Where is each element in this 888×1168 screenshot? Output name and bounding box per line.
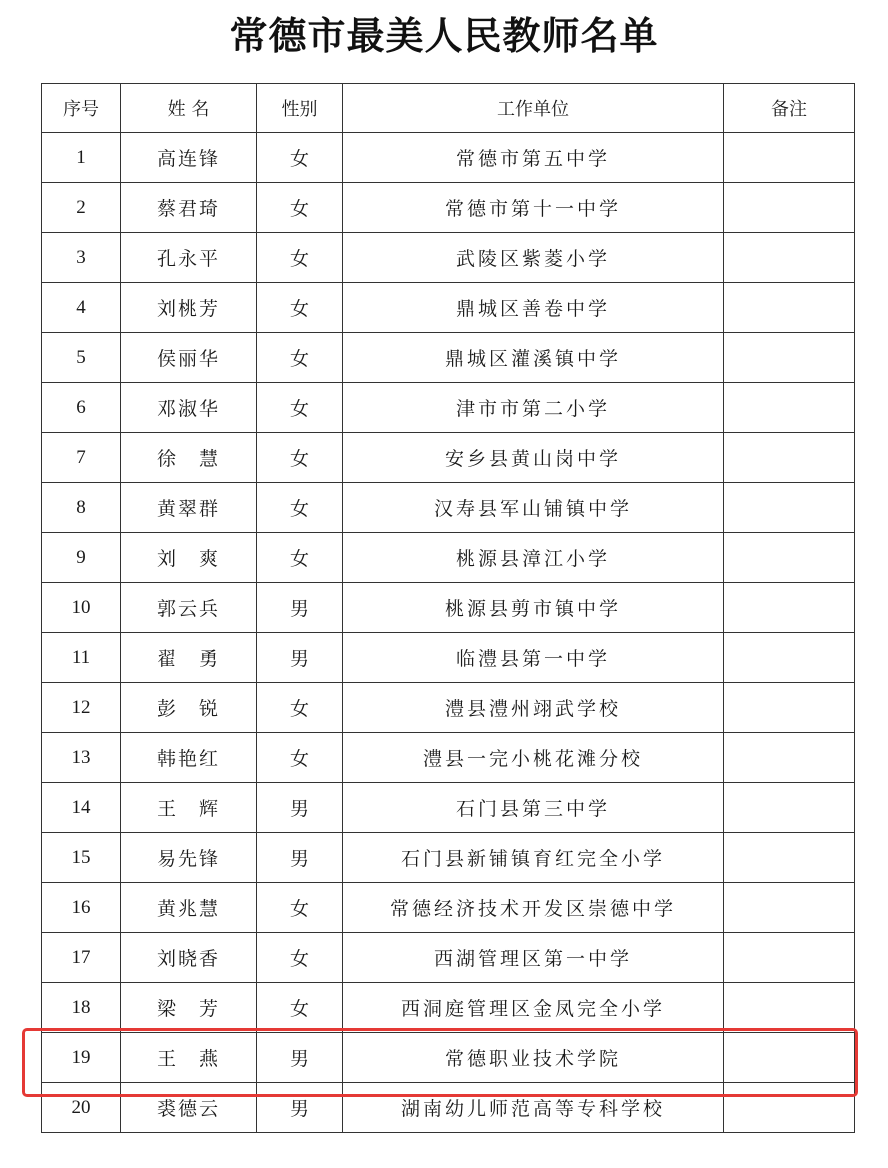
row-index: 9 — [42, 533, 121, 583]
row-gender: 女 — [257, 933, 343, 983]
row-remarks — [724, 833, 855, 883]
table-row — [42, 633, 855, 683]
row-index: 7 — [42, 433, 121, 483]
row-unit: 常德市第十一中学 — [343, 183, 724, 233]
row-remarks — [724, 333, 855, 383]
row-remarks — [724, 233, 855, 283]
row-unit: 安乡县黄山岗中学 — [343, 433, 724, 483]
row-remarks — [724, 483, 855, 533]
row-gender: 女 — [257, 183, 343, 233]
row-gender: 男 — [257, 833, 343, 883]
table-row — [42, 483, 855, 533]
row-gender: 女 — [257, 483, 343, 533]
row-remarks — [724, 433, 855, 483]
table-row — [42, 183, 855, 233]
table-row — [42, 583, 855, 633]
row-name: 王 燕 — [121, 1033, 257, 1083]
row-index: 17 — [42, 933, 121, 983]
row-name: 黄兆慧 — [121, 883, 257, 933]
row-unit: 澧县一完小桃花滩分校 — [343, 733, 724, 783]
row-unit: 西湖管理区第一中学 — [343, 933, 724, 983]
table-row — [42, 433, 855, 483]
table-row — [42, 983, 855, 1033]
column-header-gender: 性别 — [257, 84, 343, 133]
row-gender: 男 — [257, 783, 343, 833]
row-gender: 女 — [257, 883, 343, 933]
row-unit: 西洞庭管理区金凤完全小学 — [343, 983, 724, 1033]
row-unit: 桃源县剪市镇中学 — [343, 583, 724, 633]
row-unit: 常德市第五中学 — [343, 133, 724, 183]
row-index: 4 — [42, 283, 121, 333]
row-remarks — [724, 583, 855, 633]
row-gender: 女 — [257, 283, 343, 333]
row-name: 裘德云 — [121, 1083, 257, 1133]
table-row — [42, 383, 855, 433]
row-gender: 女 — [257, 383, 343, 433]
row-name: 翟 勇 — [121, 633, 257, 683]
table-row — [42, 933, 855, 983]
row-name: 梁 芳 — [121, 983, 257, 1033]
row-index: 12 — [42, 683, 121, 733]
row-remarks — [724, 883, 855, 933]
row-index: 14 — [42, 783, 121, 833]
table-row — [42, 233, 855, 283]
row-index: 8 — [42, 483, 121, 533]
row-remarks — [724, 533, 855, 583]
row-remarks — [724, 183, 855, 233]
column-header-name: 姓 名 — [121, 84, 257, 133]
row-name: 韩艳红 — [121, 733, 257, 783]
row-name: 蔡君琦 — [121, 183, 257, 233]
row-name: 易先锋 — [121, 833, 257, 883]
row-gender: 男 — [257, 583, 343, 633]
table-header-row — [42, 84, 855, 133]
row-name: 刘 爽 — [121, 533, 257, 583]
row-remarks — [724, 683, 855, 733]
row-gender: 男 — [257, 1033, 343, 1083]
row-gender: 女 — [257, 333, 343, 383]
row-name: 刘桃芳 — [121, 283, 257, 333]
row-unit: 澧县澧州翊武学校 — [343, 683, 724, 733]
row-gender: 男 — [257, 1083, 343, 1133]
row-gender: 女 — [257, 983, 343, 1033]
row-gender: 女 — [257, 133, 343, 183]
table-row — [42, 833, 855, 883]
table-row — [42, 1083, 855, 1133]
row-remarks — [724, 283, 855, 333]
row-name: 王 辉 — [121, 783, 257, 833]
row-name: 邓淑华 — [121, 383, 257, 433]
row-gender: 女 — [257, 683, 343, 733]
column-header-remarks: 备注 — [724, 84, 855, 133]
row-name: 孔永平 — [121, 233, 257, 283]
row-remarks — [724, 383, 855, 433]
table-row — [42, 533, 855, 583]
table-row — [42, 683, 855, 733]
row-name: 郭云兵 — [121, 583, 257, 633]
row-index: 16 — [42, 883, 121, 933]
row-index: 5 — [42, 333, 121, 383]
row-unit: 临澧县第一中学 — [343, 633, 724, 683]
row-index: 13 — [42, 733, 121, 783]
row-name: 黄翠群 — [121, 483, 257, 533]
row-name: 彭 锐 — [121, 683, 257, 733]
row-remarks — [724, 733, 855, 783]
row-name: 侯丽华 — [121, 333, 257, 383]
column-header-unit: 工作单位 — [343, 84, 724, 133]
row-gender: 男 — [257, 633, 343, 683]
row-unit: 湖南幼儿师范高等专科学校 — [343, 1083, 724, 1133]
row-index: 1 — [42, 133, 121, 183]
table-row — [42, 283, 855, 333]
table-row — [42, 783, 855, 833]
row-gender: 女 — [257, 233, 343, 283]
row-index: 6 — [42, 383, 121, 433]
row-gender: 女 — [257, 733, 343, 783]
row-unit: 汉寿县军山铺镇中学 — [343, 483, 724, 533]
row-unit: 鼎城区善卷中学 — [343, 283, 724, 333]
row-index: 15 — [42, 833, 121, 883]
row-unit: 桃源县漳江小学 — [343, 533, 724, 583]
row-index: 20 — [42, 1083, 121, 1133]
row-remarks — [724, 1033, 855, 1083]
table-row — [42, 133, 855, 183]
row-index: 11 — [42, 633, 121, 683]
row-name: 高连锋 — [121, 133, 257, 183]
row-gender: 女 — [257, 533, 343, 583]
row-unit: 武陵区紫菱小学 — [343, 233, 724, 283]
row-unit: 常德职业技术学院 — [343, 1033, 724, 1083]
table-row — [42, 333, 855, 383]
row-unit: 石门县第三中学 — [343, 783, 724, 833]
row-index: 19 — [42, 1033, 121, 1083]
row-remarks — [724, 1083, 855, 1133]
row-index: 3 — [42, 233, 121, 283]
row-name: 刘晓香 — [121, 933, 257, 983]
row-unit: 津市市第二小学 — [343, 383, 724, 433]
teacher-roster-table — [41, 83, 855, 1133]
row-unit: 鼎城区灌溪镇中学 — [343, 333, 724, 383]
row-remarks — [724, 133, 855, 183]
row-index: 2 — [42, 183, 121, 233]
table-row-highlighted — [42, 1033, 855, 1083]
row-remarks — [724, 933, 855, 983]
row-index: 10 — [42, 583, 121, 633]
row-remarks — [724, 983, 855, 1033]
row-unit: 石门县新铺镇育红完全小学 — [343, 833, 724, 883]
row-unit: 常德经济技术开发区崇德中学 — [343, 883, 724, 933]
table-row — [42, 733, 855, 783]
row-remarks — [724, 783, 855, 833]
row-gender: 女 — [257, 433, 343, 483]
row-remarks — [724, 633, 855, 683]
table-row — [42, 883, 855, 933]
row-name: 徐 慧 — [121, 433, 257, 483]
row-index: 18 — [42, 983, 121, 1033]
column-header-index: 序号 — [42, 84, 121, 133]
document-title: 常德市最美人民教师名单 — [229, 14, 659, 58]
